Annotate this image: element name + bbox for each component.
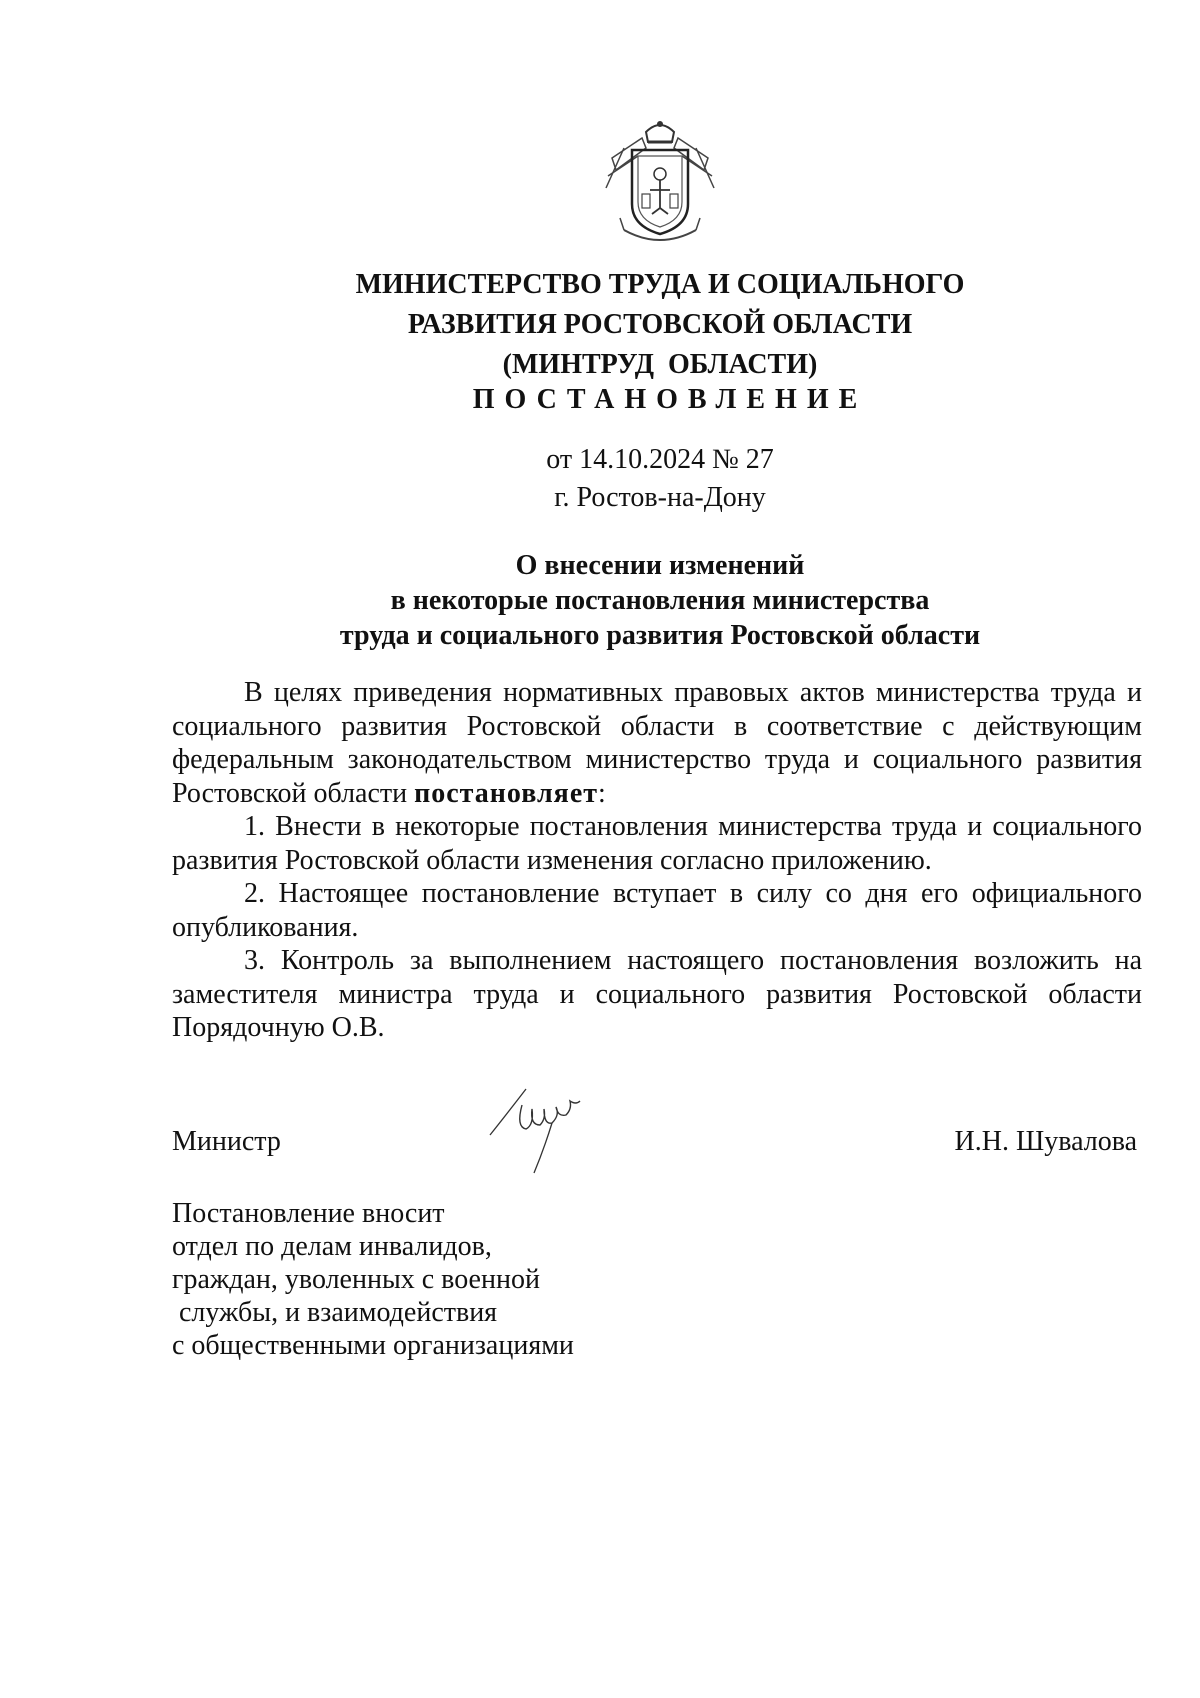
submitter-line-5: с общественными организациями <box>172 1330 574 1361</box>
document-city: г. Ростов-на-Дону <box>554 482 766 513</box>
signer-position: Министр <box>172 1126 281 1157</box>
rostov-oblast-coat-of-arms-icon <box>602 118 718 248</box>
preamble-end: : <box>598 777 606 809</box>
preamble-text: В целях приведения нормативных правовых актов министерства труда и социального развития Ростовской области в соответствие с действующим федеральным законодательством министерство труда и социального развития Ростовской области <box>172 677 1142 809</box>
subject-line-2: в некоторые постановления министерства <box>390 585 930 616</box>
org-line-2: РАЗВИТИЯ РОСТОВСКОЙ ОБЛАСТИ <box>407 309 913 340</box>
submitter-line-1: Постановление вносит <box>172 1198 445 1229</box>
org-line-3: (МИНТРУД ОБЛАСТИ) <box>502 349 818 380</box>
submitter-line-4: службы, и взаимодействия <box>172 1297 498 1328</box>
body-paragraph-preamble <box>172 676 1142 810</box>
org-line-1: МИНИСТЕРСТВО ТРУДА И СОЦИАЛЬНОГО <box>355 269 965 300</box>
document-date-number: от 14.10.2024 № 27 <box>546 444 774 475</box>
body-paragraph-item-3: 3. Контроль за выполнением настоящего постановления возложить на заместителя министра труда и социального развития Ростовской области Порядочную О.В. <box>172 945 1142 1043</box>
document-body <box>172 676 1142 1045</box>
document-subject <box>150 548 1170 653</box>
preamble-bold-word: постановляет <box>414 777 599 809</box>
submitter-note <box>172 1197 672 1362</box>
body-paragraph-item-2: 2. Настоящее постановление вступает в силу со дня его официального опубликования. <box>172 878 1142 943</box>
subject-line-3: труда и социального развития Ростовской области <box>339 620 981 651</box>
document-type: ПОСТАНОВЛЕНИЕ <box>472 384 868 415</box>
organization-name <box>150 265 1170 385</box>
signer-name: И.Н. Шувалова <box>954 1126 1137 1157</box>
subject-line-1: О внесении изменений <box>515 550 805 581</box>
submitter-line-2: отдел по делам инвалидов, <box>172 1231 492 1262</box>
submitter-line-3: граждан, уволенных с военной <box>172 1264 540 1295</box>
body-paragraph-item-1: 1. Внести в некоторые постановления министерства труда и социального развития Ростовской области изменения согласно приложению. <box>172 811 1142 876</box>
handwritten-signature-icon <box>486 1075 596 1175</box>
